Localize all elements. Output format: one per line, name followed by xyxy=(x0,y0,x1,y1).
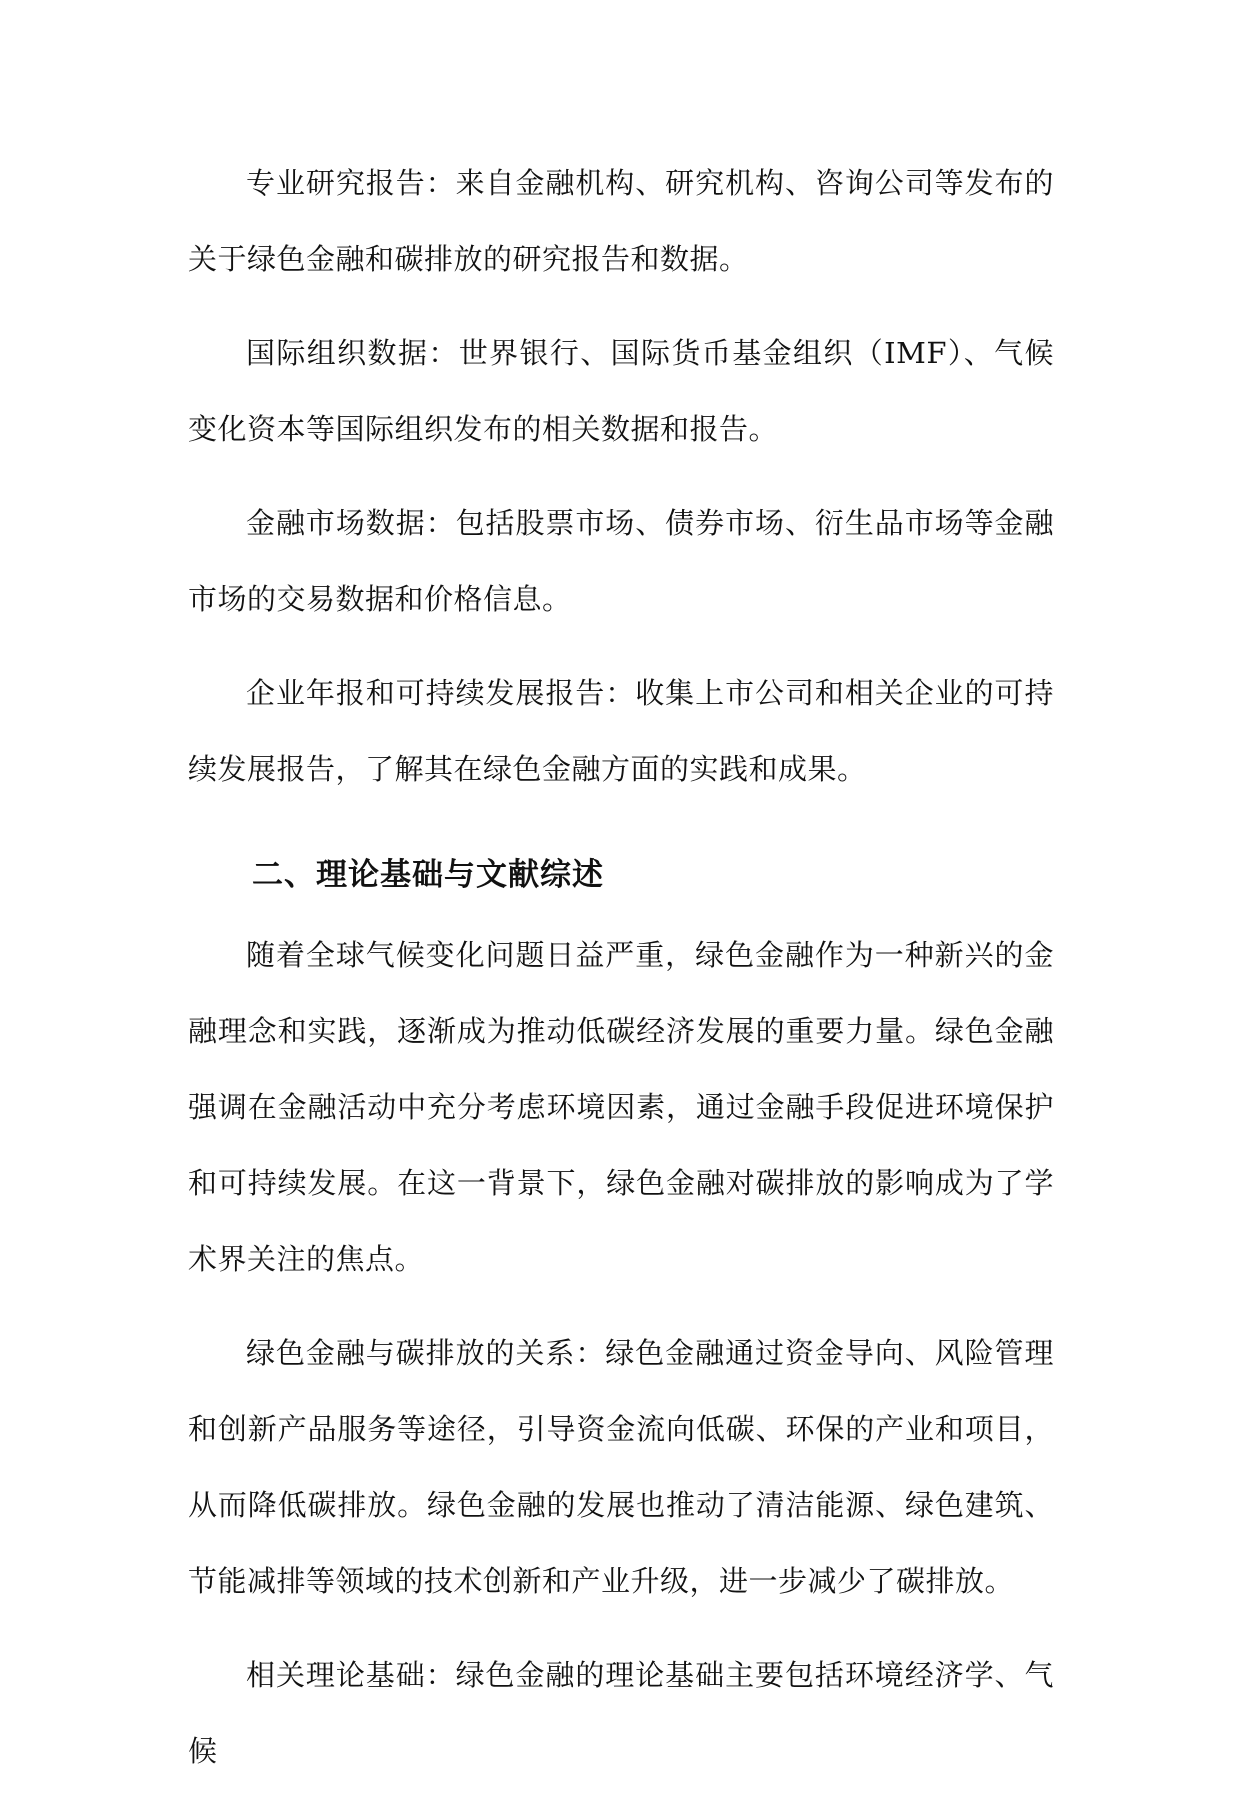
paragraph-background: 随着全球气候变化问题日益严重，绿色金融作为一种新兴的金融理念和实践，逐渐成为推动低碳经济发展的重要力量。绿色金融强调在金融活动中充分考虑环境因素，通过金融手段促进环境保护和可持续发展。在这一背景下，绿色金融对碳排放的影响成为了学术界关注的焦点。 xyxy=(188,938,1054,1276)
paragraph-research-reports: 专业研究报告：来自金融机构、研究机构、咨询公司等发布的关于绿色金融和碳排放的研究报告和数据。 xyxy=(188,166,1054,276)
document-body xyxy=(188,145,1054,1807)
paragraph-relationship: 绿色金融与碳排放的关系：绿色金融通过资金导向、风险管理和创新产品服务等途径，引导资金流向低碳、环保的产业和项目，从而降低碳排放。绿色金融的发展也推动了清洁能源、绿色建筑、节能减排等领域的技术创新和产业升级，进一步减少了碳排放。 xyxy=(188,1336,1054,1598)
paragraph-corporate-reports: 企业年报和可持续发展报告：收集上市公司和相关企业的可持续发展报告，了解其在绿色金融方面的实践和成果。 xyxy=(188,676,1054,786)
paragraph-international-org-data: 国际组织数据：世界银行、国际货币基金组织（IMF）、气候变化资本等国际组织发布的相关数据和报告。 xyxy=(188,336,1054,446)
paragraph-theory-basis: 相关理论基础：绿色金融的理论基础主要包括环境经济学、气候 xyxy=(188,1658,1054,1768)
paragraph-financial-market-data: 金融市场数据：包括股票市场、债券市场、衍生品市场等金融市场的交易数据和价格信息。 xyxy=(188,506,1054,616)
section-heading: 二、理论基础与文献综述 xyxy=(252,857,604,893)
